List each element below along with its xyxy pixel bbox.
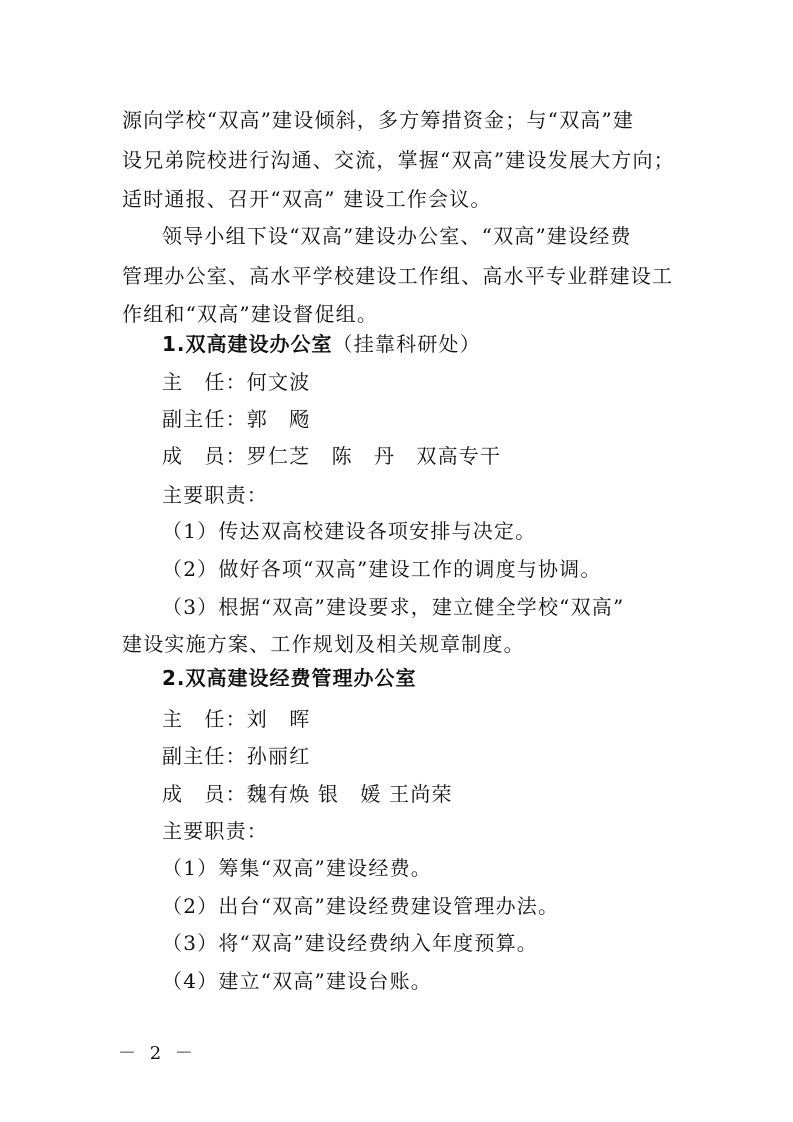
section2-duty-2: （2）出台“双高”建设经费建设管理办法。 — [162, 894, 560, 918]
section1-members: 成 员：罗仁芝 陈 丹 双高专干 — [162, 444, 502, 468]
section1-duty-3-continued: 建设实施方案、工作规划及相关规章制度。 — [122, 632, 525, 656]
paragraph2-line-1: 领导小组下设“双高”建设办公室、“双高”建设经费 — [162, 224, 632, 248]
section1-heading-row — [162, 330, 722, 358]
section2-director: 主 任：刘 晖 — [162, 707, 311, 731]
section1-duty-2: （2）做好各项“双高”建设工作的调度与协调。 — [162, 557, 602, 581]
section2-duties-label: 主要职责： — [162, 819, 268, 843]
section1-duties-label: 主要职责： — [162, 483, 268, 507]
section2-heading: 2.双高建设经费管理办公室 — [162, 666, 417, 690]
section1-heading-note: （挂靠科研处） — [332, 332, 481, 356]
section2-duty-4: （4）建立“双高”建设台账。 — [162, 969, 432, 993]
section1-duty-3: （3）根据“双高”建设要求，建立健全学校“双高” — [162, 595, 625, 619]
paragraph1-line-3: 适时通报、召开“双高” 建设工作会议。 — [122, 187, 492, 211]
section1-heading: 1.双高建设办公室 — [162, 332, 333, 356]
paragraph2-line-3: 作组和“双高”建设督促组。 — [122, 302, 379, 326]
section2-duty-1: （1）筹集“双高”建设经费。 — [162, 856, 432, 880]
paragraph2-line-2: 管理办公室、高水平学校建设工作组、高水平专业群建设工 — [122, 264, 674, 288]
section1-duty-1: （1）传达双高校建设各项安排与决定。 — [162, 519, 537, 543]
section2-deputy: 副主任：孙丽红 — [162, 744, 311, 768]
paragraph1-line-1: 源向学校“双高”建设倾斜，多方筹措资金；与“双高”建 — [122, 108, 635, 132]
page-number: － 2 － — [118, 1043, 197, 1064]
section2-duty-3: （3）将“双高”建设经费纳入年度预算。 — [162, 931, 538, 955]
section2-members: 成 员：魏有焕 银 媛 王尚荣 — [162, 782, 453, 806]
section1-director: 主 任：何文波 — [162, 370, 311, 394]
section1-deputy: 副主任：郭 飏 — [162, 407, 311, 431]
paragraph1-line-2: 设兄弟院校进行沟通、交流，掌握“双高”建设发展大方向； — [122, 148, 675, 172]
